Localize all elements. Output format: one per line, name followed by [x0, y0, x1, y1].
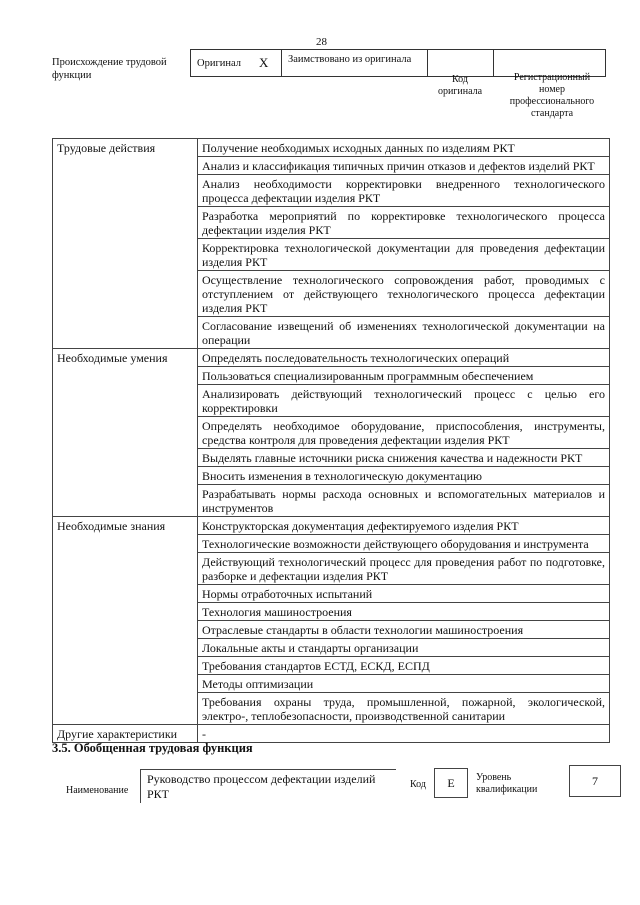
section-label-cell	[53, 639, 198, 657]
section-label: Другие характеристики	[53, 725, 198, 743]
table-row	[53, 553, 610, 585]
level-label: Уровень квалификации	[476, 772, 538, 795]
table-row	[53, 349, 610, 367]
item-text: Разрабатывать нормы расхода основных и вспомогательных материалов и инструментов	[198, 485, 610, 517]
section-label-cell	[53, 367, 198, 385]
section-label-cell	[53, 467, 198, 485]
section-label: Необходимые умения	[53, 349, 198, 367]
table-row	[53, 449, 610, 467]
item-text: Получение необходимых исходных данных по изделиям РКТ	[198, 139, 610, 157]
reg-number-caption: Регистрационный номер профессионального стандарта	[509, 72, 595, 119]
item-text: Определять последовательность технологических операций	[198, 349, 610, 367]
section-title: 3.5. Обобщенная трудовая функция	[52, 741, 253, 755]
table-row	[53, 207, 610, 239]
item-text: Требования охраны труда, промышленной, пожарной, экологической, электро-, теплобезопасности, производственной санитарии	[198, 693, 610, 725]
item-text: Действующий технологический процесс для проведения работ по подготовке, разборке и дефектации изделия РКТ	[198, 553, 610, 585]
section-label-cell	[53, 693, 198, 725]
section-label-cell	[53, 585, 198, 603]
name-value: Руководство процессом дефектации изделий РКТ	[147, 772, 376, 801]
section-label-cell	[53, 271, 198, 317]
code-original-caption: Код оригинала	[437, 74, 483, 97]
table-row	[53, 367, 610, 385]
original-mark: X	[259, 55, 269, 70]
table-row	[53, 157, 610, 175]
section-label-cell	[53, 553, 198, 585]
table-row	[53, 535, 610, 553]
item-text: Определять необходимое оборудование, приспособления, инструменты, средства контроля для проведения дефектации изделия РКТ	[198, 417, 610, 449]
item-text: -	[198, 725, 610, 743]
table-row	[53, 603, 610, 621]
section-label-cell	[53, 207, 198, 239]
section-label-cell	[53, 621, 198, 639]
table-row	[53, 657, 610, 675]
name-label: Наименование	[66, 785, 129, 796]
item-text: Согласование извещений об изменениях технологической документации на операции	[198, 317, 610, 349]
labor-function-table	[52, 138, 610, 743]
code-label: Код	[410, 779, 426, 790]
code-original-cell	[427, 50, 493, 76]
item-text: Конструкторская документация дефектируемого изделия РКТ	[198, 517, 610, 535]
item-text: Анализ необходимости корректировки внедренного технологического процесса дефектации изделия РКТ	[198, 175, 610, 207]
section-label-cell	[53, 657, 198, 675]
table-row	[53, 317, 610, 349]
table-row	[53, 175, 610, 207]
section-label-cell	[53, 175, 198, 207]
table-row	[53, 239, 610, 271]
table-row	[53, 621, 610, 639]
item-text: Пользоваться специализированным программным обеспечением	[198, 367, 610, 385]
table-row	[53, 485, 610, 517]
section-label-cell	[53, 417, 198, 449]
level-value-box	[569, 765, 621, 797]
item-text: Отраслевые стандарты в области технологии машиностроения	[198, 621, 610, 639]
item-text: Вносить изменения в технологическую документацию	[198, 467, 610, 485]
table-row	[53, 385, 610, 417]
section-label-cell	[53, 157, 198, 175]
code-value: E	[447, 775, 455, 790]
level-value: 7	[592, 773, 598, 788]
table-row	[53, 417, 610, 449]
table-row	[53, 675, 610, 693]
item-text: Технология машиностроения	[198, 603, 610, 621]
original-label: Оригинал	[197, 57, 241, 69]
table-row	[53, 585, 610, 603]
item-text: Анализировать действующий технологический процесс с целью его корректировки	[198, 385, 610, 417]
table-row	[53, 271, 610, 317]
item-text: Технологические возможности действующего оборудования и инструмента	[198, 535, 610, 553]
section-label-cell	[53, 535, 198, 553]
table-row	[53, 693, 610, 725]
item-text: Осуществление технологического сопровождения работ, проводимых с отступлением от действующего технологического процесса дефектации изделия РКТ	[198, 271, 610, 317]
section-label: Необходимые знания	[53, 517, 198, 535]
page-number: 28	[316, 36, 327, 48]
section-label-cell	[53, 675, 198, 693]
section-label-cell	[53, 603, 198, 621]
table-row	[53, 725, 610, 743]
table-row	[53, 139, 610, 157]
origin-label: Происхождение трудовой функции	[52, 57, 167, 81]
item-text: Корректировка технологической документации для проведения дефектации изделия РКТ	[198, 239, 610, 271]
item-text: Методы оптимизации	[198, 675, 610, 693]
item-text: Разработка мероприятий по корректировке технологического процесса дефектации изделия РКТ	[198, 207, 610, 239]
table-row	[53, 639, 610, 657]
section-label-cell	[53, 449, 198, 467]
item-text: Требования стандартов ЕСТД, ЕСКД, ЕСПД	[198, 657, 610, 675]
table-row	[53, 467, 610, 485]
item-text: Анализ и классификация типичных причин отказов и дефектов изделий РКТ	[198, 157, 610, 175]
item-text: Нормы отработочных испытаний	[198, 585, 610, 603]
code-value-box	[434, 768, 468, 798]
item-text: Выделять главные источники риска снижения качества и надежности РКТ	[198, 449, 610, 467]
borrowed-label: Заимствовано из оригинала	[281, 50, 427, 76]
section-label-cell	[53, 239, 198, 271]
item-text: Локальные акты и стандарты организации	[198, 639, 610, 657]
section-label-cell	[53, 485, 198, 517]
table-row	[53, 517, 610, 535]
section-label: Трудовые действия	[53, 139, 198, 157]
section-label-cell	[53, 385, 198, 417]
section-label-cell	[53, 317, 198, 349]
name-value-box	[140, 769, 396, 803]
